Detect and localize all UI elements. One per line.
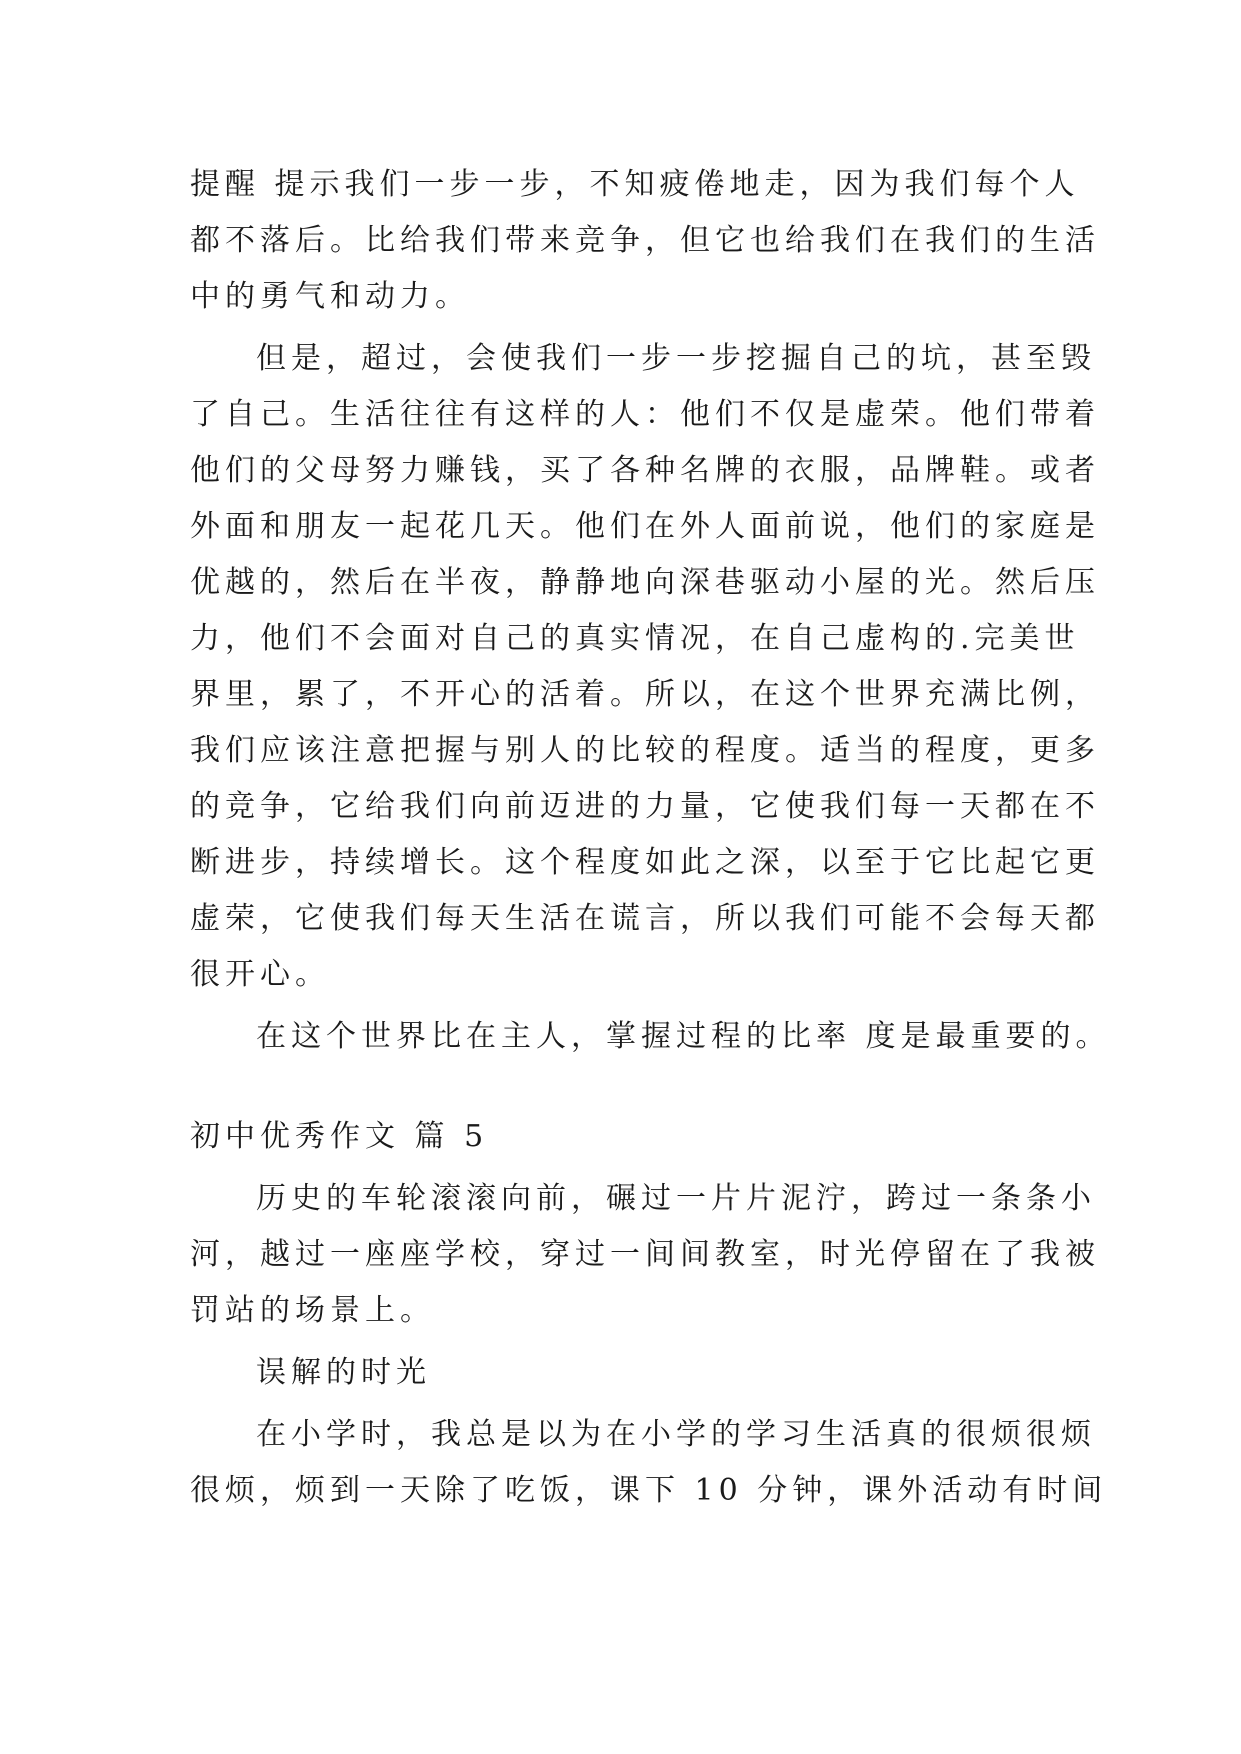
text-line: 我们应该注意把握与别人的比较的程度。适当的程度，更多 (190, 733, 1100, 768)
text-line: 他们的父母努力赚钱，买了各种名牌的衣服，品牌鞋。或者 (190, 453, 1100, 488)
text-line: 的竞争，它给我们向前迈进的力量，它使我们每一天都在不 (190, 789, 1100, 824)
text-line: 优越的，然后在半夜，静静地向深巷驱动小屋的光。然后压 (190, 565, 1100, 600)
subheading: 误解的时光 (256, 1355, 431, 1390)
text-line: 都不落后。比给我们带来竞争，但它也给我们在我们的生活 (190, 223, 1100, 258)
text-line: 中的勇气和动力。 (190, 279, 470, 314)
text-line: 罚站的场景上。 (190, 1293, 435, 1328)
text-line: 界里，累了，不开心的活着。所以，在这个世界充满比例， (190, 677, 1100, 712)
text-line: 虚荣，它使我们每天生活在谎言，所以我们可能不会每天都 (190, 901, 1100, 936)
text-line: 了自己。生活往往有这样的人：他们不仅是虚荣。他们带着 (190, 397, 1100, 432)
text-line: 河，越过一座座学校，穿过一间间教室，时光停留在了我被 (190, 1237, 1100, 1272)
paragraph-first-line: 但是，超过，会使我们一步一步挖掘自己的坑，甚至毁 (256, 341, 1096, 376)
text-line: 很烦，烦到一天除了吃饭，课下 10 分钟，课外活动有时间 (190, 1473, 1108, 1508)
paragraph-first-line: 在这个世界比在主人，掌握过程的比率 度是最重要的。 (256, 1019, 1111, 1054)
text-line: 提醒 提示我们一步一步，不知疲倦地走，因为我们每个人 (190, 167, 1080, 202)
text-line: 外面和朋友一起花几天。他们在外人面前说，他们的家庭是 (190, 509, 1100, 544)
paragraph-first-line: 历史的车轮滚滚向前，碾过一片片泥泞，跨过一条条小 (256, 1181, 1096, 1216)
section-heading: 初中优秀作文 篇 5 (190, 1119, 489, 1154)
text-line: 断进步，持续增长。这个程度如此之深，以至于它比起它更 (190, 845, 1100, 880)
text-line: 力，他们不会面对自己的真实情况，在自己虚构的.完美世 (190, 621, 1080, 656)
text-line: 很开心。 (190, 957, 330, 992)
paragraph-first-line: 在小学时，我总是以为在小学的学习生活真的很烦很烦 (256, 1417, 1096, 1452)
